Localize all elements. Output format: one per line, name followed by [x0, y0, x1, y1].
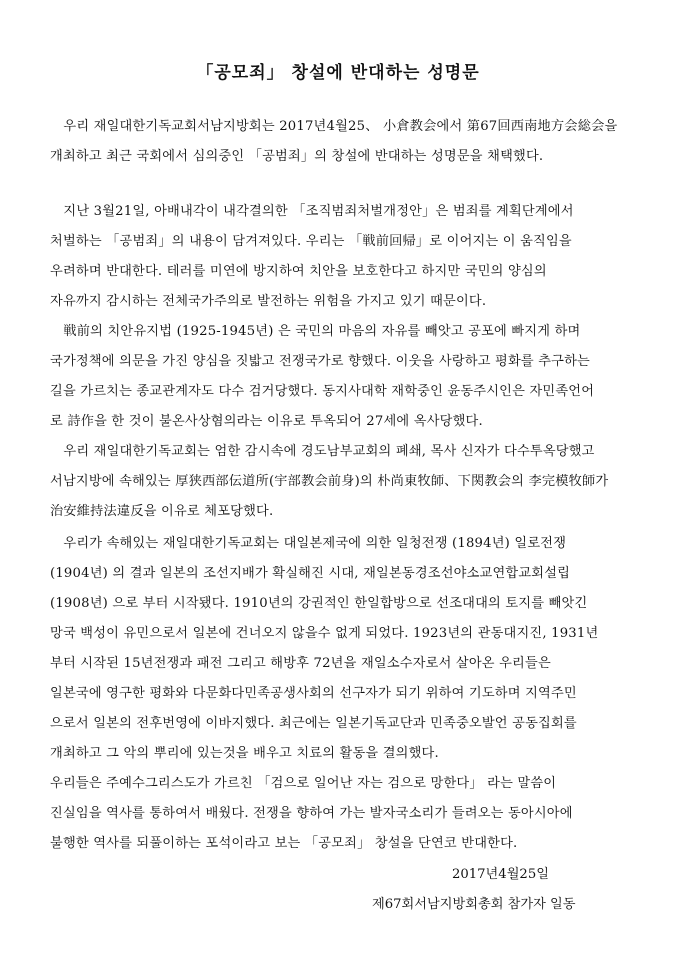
body-line: 治安維持法違反을 이유로 체포당했다. [50, 504, 274, 519]
body-line: 으로서 일본의 전후번영에 이바지했다. 최근에는 일본기독교단과 민족중오발언 공동집회를 [50, 716, 577, 731]
body-line: 진실임을 역사를 통하여서 배웠다. 전쟁을 향하여 가는 발자국소리가 들려오는 동아시아에 [50, 806, 573, 821]
body-line: 서남지방에 속해있는 厚狭西部伝道所(宇部教会前身)의 朴尚東牧師、下関教会의 李完模牧師가 [50, 474, 609, 489]
body-line: 길을 가르치는 종교관계자도 다수 검거당했다. 동지사대학 재학중인 윤동주시인은 자민족언어 [50, 384, 595, 399]
body-line: 부터 시작된 15년전쟁과 패전 그리고 해방후 72년을 재일소수자로서 살아온 우리들은 [50, 656, 551, 671]
document-title: 「공모죄」 창설에 반대하는 성명문 [196, 63, 480, 83]
body-line: 개최하고 최근 국회에서 심의중인 「공범죄」의 창설에 반대하는 성명문을 채택했다. [50, 149, 544, 164]
body-line: 개최하고 그 악의 뿌리에 있는것을 배우고 치료의 활동을 결의했다. [50, 746, 439, 761]
body-line: 망국 백성이 유민으로서 일본에 건너오지 않을수 없게 되었다. 1923년의 관동대지진, 1931년 [50, 626, 599, 641]
body-line: 우리 재일대한기독교회서남지방회는 2017년4월25、 小倉教会에서 第67回西南地方会総会을 [50, 119, 618, 134]
body-line: (1904년) 의 결과 일본의 조선지배가 확실해진 시대, 재일본동경조선야소교연합교회설립 [50, 566, 571, 581]
body-line: 우리 재일대한기독교회는 엄한 감시속에 경도남부교회의 폐쇄, 목사 신자가 다수투옥당했고 [50, 444, 595, 459]
body-line: 우리들은 주예수그리스도가 가르친 「검으로 일어난 자는 검으로 망한다」 라는 말씀이 [50, 776, 557, 791]
body-line: 우려하며 반대한다. 테러를 미연에 방지하여 치안을 보호한다고 하지만 국민의 양심의 [50, 264, 547, 279]
body-line: (1908년) 으로 부터 시작됐다. 1910년의 강권적인 한일합방으로 선조대대의 토지를 빼앗긴 [50, 596, 588, 611]
body-line: 지난 3월21일, 아배내각이 내각결의한 「조직범죄처벌개정안」은 범죄를 계획단계에서 [50, 204, 574, 219]
body-line: 처벌하는 「공범죄」의 내용이 담겨져있다. 우리는 「戦前回帰」로 이어지는 이 움직임을 [50, 234, 572, 249]
body-line: 자유까지 감시하는 전체국가주의로 발전하는 위험을 가지고 있기 때문이다. [50, 294, 487, 309]
signatories: 제67회서남지방회총회 참가자 일동 [372, 897, 576, 912]
body-line: 불행한 역사를 되풀이하는 포석이라고 보는 「공모죄」 창설을 단연코 반대한다. [50, 836, 518, 851]
body-line: 일본국에 영구한 평화와 다문화다민족공생사회의 선구자가 되기 위하여 기도하며 지역주민 [50, 686, 577, 701]
body-line: 로 詩作을 한 것이 불온사상혐의라는 이유로 투옥되어 27세에 옥사당했다. [50, 414, 483, 429]
body-line: 우리가 속해있는 재일대한기독교회는 대일본제국에 의한 일청전쟁 (1894년) 일로전쟁 [50, 536, 567, 551]
statement-date: 2017년4월25일 [452, 867, 549, 882]
body-line: 국가정책에 의문을 가진 양심을 짓밟고 전쟁국가로 향했다. 이웃을 사랑하고 평화를 추구하는 [50, 354, 590, 369]
body-line: 戦前의 치안유지법 (1925-1945년) 은 국민의 마음의 자유를 빼앗고 공포에 빠지게 하며 [50, 324, 581, 339]
